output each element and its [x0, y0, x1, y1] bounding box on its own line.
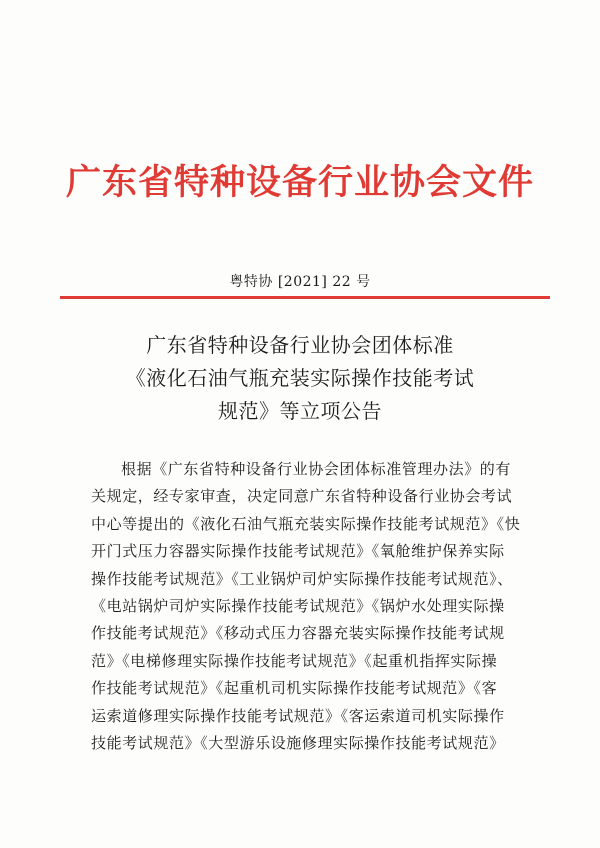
document-number: 粤特协 [2021] 22 号 — [229, 274, 371, 290]
body-line: 作技能考试规范》《移动式压力容器充装实际操作技能考试规 — [91, 624, 505, 643]
red-divider — [60, 296, 550, 299]
body-paragraph — [91, 456, 531, 757]
title-line: 规范》等立项公告 — [218, 399, 382, 423]
body-line: 运索道修理实际操作技能考试规范》《客运索道司机实际操作 — [91, 706, 505, 725]
body-line: 中心等提出的《液化石油气瓶充装实际操作技能考试规范》《快 — [91, 514, 521, 533]
announcement-title — [0, 329, 600, 428]
body-line: 关规定，经专家审查，决定同意广东省特种设备行业协会考试 — [91, 487, 513, 506]
title-line: 《液化石油气瓶充装实际操作技能考试 — [125, 366, 475, 390]
body-line: 开门式压力容器实际操作技能考试规范》《氧舱维护保养实际 — [91, 542, 505, 561]
body-line: 《电站锅炉司炉实际操作技能考试规范》《锅炉水处理实际操 — [91, 597, 505, 616]
org-header-title: 广东省特种设备行业协会文件 — [65, 162, 534, 203]
title-line: 广东省特种设备行业协会团体标准 — [146, 333, 454, 357]
body-line: 范》《电梯修理实际操作技能考试规范》《起重机指挥实际操 — [91, 651, 498, 670]
body-line: 技能考试规范》《大型游乐设施修理实际操作技能考试规范》 — [91, 734, 505, 753]
body-line: 操作技能考试规范》《工业锅炉司炉实际操作技能考试规范》、 — [91, 569, 513, 588]
body-line: 作技能考试规范》《起重机司机实际操作技能考试规范》《客 — [91, 679, 498, 698]
body-line: 根据《广东省特种设备行业协会团体标准管理办法》的有 — [121, 460, 512, 478]
